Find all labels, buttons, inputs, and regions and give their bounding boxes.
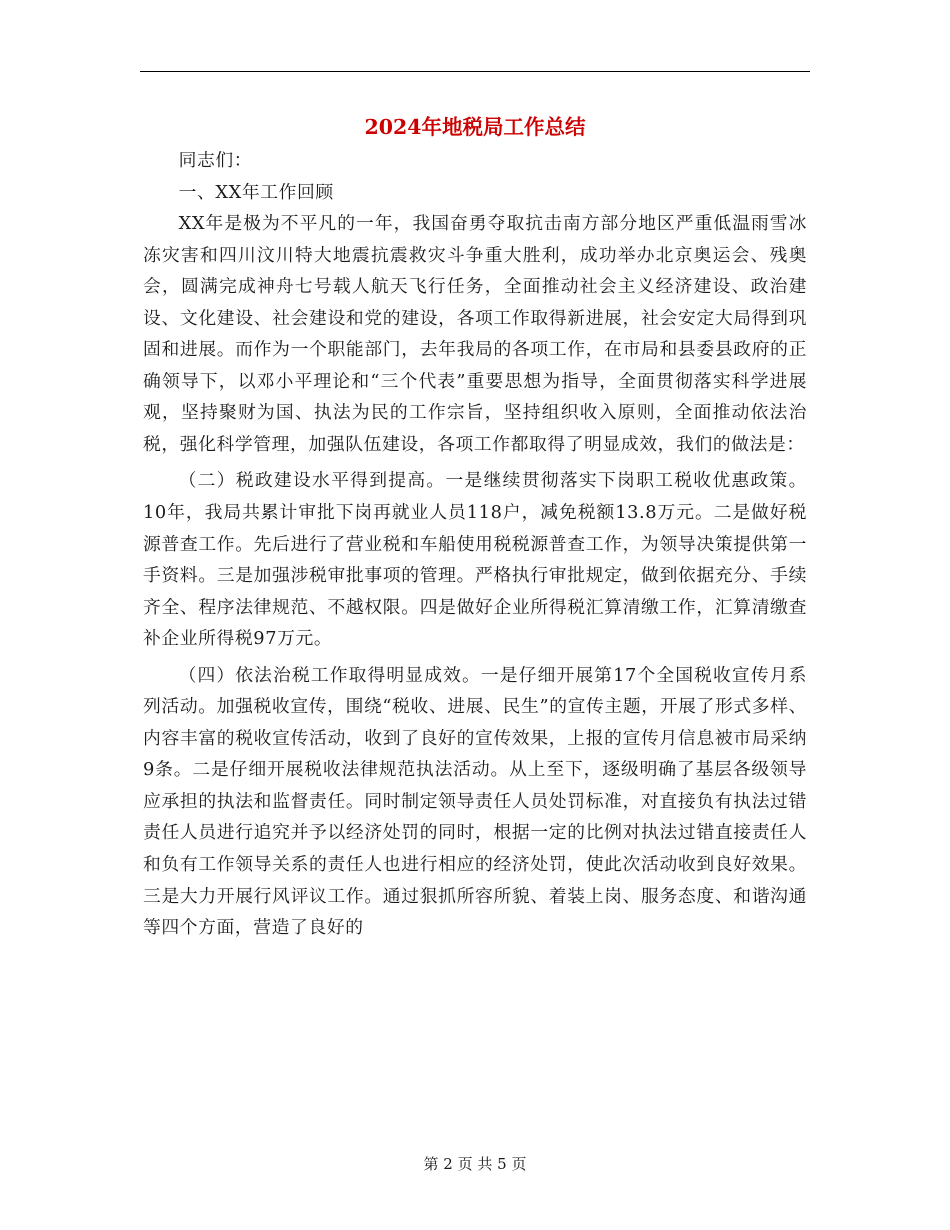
document-title: 2024年地税局工作总结 xyxy=(364,115,586,139)
document-body xyxy=(143,145,807,944)
salutation: 同志们： xyxy=(178,150,253,171)
paragraph-tax-policy: （二）税政建设水平得到提高。一是继续贯彻落实下岗职工税收优惠政策。10年，我局共累计审批下岗再就业人员118户，减免税额13.8万元。二是做好税源普查工作。先后进行了营业税和车船使用税税源普查工作，为领导决策提供第一手资料。三是加强涉税审批事项的管理。严格执行审批规定，做到依据充分、手续齐全、程序法律规范、不越权限。四是做好企业所得税汇算清缴工作，汇算清缴查补企业所得税97万元。 xyxy=(143,470,807,650)
header-rule xyxy=(140,71,810,72)
page-number: 第 2 页 共 5 页 xyxy=(423,1155,527,1173)
section-heading: 一、XX年工作回顾 xyxy=(178,181,334,203)
paragraph-rule-of-law: （四）依法治税工作取得明显成效。一是仔细开展第17个全国税收宣传月系列活动。加强税收宣传，围绕“税收、进展、民生”的宣传主题，开展了形式多样、内容丰富的税收宣传活动，收到了良好的宣传效果，上报的宣传月信息被市局采纳9条。二是仔细开展税收法律规范执法活动。从上至下，逐级明确了基层各级领导应承担的执法和监督责任。同时制定领导责任人员处罚标准，对直接负有执法过错责任人员进行追究并予以经济处罚的同时，根据一定的比例对执法过错直接责任人和负有工作领导关系的责任人也进行相应的经济处罚，使此次活动收到良好效果。三是大力开展行风评议工作。通过狠抓所容所貌、着装上岗、服务态度、和谐沟通等四个方面，营造了良好的 xyxy=(143,664,807,939)
paragraph-review: XX年是极为不平凡的一年，我国奋勇夺取抗击南方部分地区严重低温雨雪冰冻灾害和四川汶川特大地震抗震救灾斗争重大胜利，成功举办北京奥运会、残奥会，圆满完成神舟七号载人航天飞行任务，全面推动社会主义经济建设、政治建设、文化建设、社会建设和党的建设，各项工作取得新进展，社会安定大局得到巩固和进展。而作为一个职能部门，去年我局的各项工作，在市局和县委县政府的正确领导下，以邓小平理论和“三个代表”重要思想为指导，全面贯彻落实科学进展观，坚持聚财为国、执法为民的工作宗旨，坚持组织收入原则，全面推动依法治税，强化科学管理，加强队伍建设，各项工作都取得了明显成效，我们的做法是： xyxy=(143,213,807,455)
